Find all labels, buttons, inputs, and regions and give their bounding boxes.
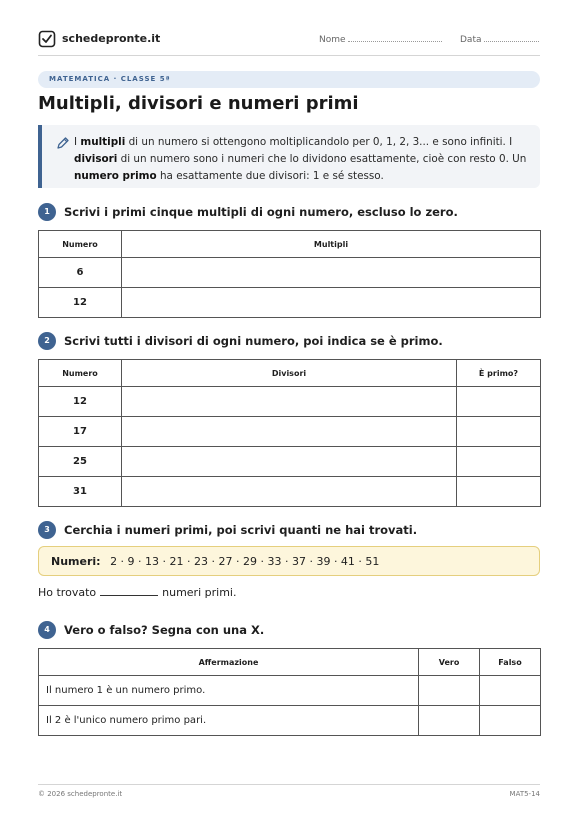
statement-cell: Il numero 1 è un numero primo. <box>39 676 419 706</box>
site-logo: schedepronte.it <box>62 32 161 45</box>
table-row <box>39 706 541 736</box>
column-header: Falso <box>480 649 541 676</box>
number-cell: 12 <box>39 387 122 417</box>
table-row <box>39 387 541 417</box>
column-header: Numero <box>39 231 122 258</box>
date-field[interactable] <box>460 34 539 45</box>
statement-cell: Il 2 è l'unico numero primo pari. <box>39 706 419 736</box>
column-header: Numero <box>39 360 122 387</box>
found-blank[interactable] <box>100 586 158 596</box>
false-checkbox-cell[interactable] <box>480 676 541 706</box>
true-checkbox-cell[interactable] <box>419 676 480 706</box>
pencil-icon <box>56 136 70 150</box>
answer-cell[interactable] <box>457 447 541 477</box>
column-header: Affermazione <box>39 649 419 676</box>
question-number: 3 <box>38 521 56 539</box>
numbers-box <box>38 546 540 576</box>
found-sentence: Ho trovato numeri primi. <box>38 586 237 599</box>
info-text: I multipli di un numero si ottengono moltiplicandolo per 0, 1, 2, 3... e sono infiniti. I divisori di un numero sono i numeri che lo dividono esattamente, cioè con resto 0. Un numero primo ha esattamente due divisori: 1 e sé stesso. <box>74 136 527 182</box>
column-header: È primo? <box>457 360 541 387</box>
question-text: Scrivi tutti i divisori di ogni numero, poi indica se è primo. <box>64 334 443 348</box>
date-label: Data <box>460 35 482 45</box>
answer-cell[interactable] <box>457 387 541 417</box>
worksheet-code: MAT5-14 <box>509 790 540 798</box>
answer-cell[interactable] <box>122 447 457 477</box>
number-cell: 17 <box>39 417 122 447</box>
answer-cell[interactable] <box>122 258 541 288</box>
divisors-table <box>38 359 541 507</box>
column-header: Multipli <box>122 231 541 258</box>
answer-cell[interactable] <box>122 387 457 417</box>
numbers-label: Numeri: <box>51 555 101 568</box>
checkbox-icon <box>38 30 56 48</box>
name-field[interactable] <box>319 34 442 45</box>
question-number: 4 <box>38 621 56 639</box>
number-cell: 12 <box>39 288 122 318</box>
page-title: Multipli, divisori e numeri primi <box>38 93 359 114</box>
copyright-text: © 2026 schedepronte.it <box>38 790 123 798</box>
table-row <box>39 258 541 288</box>
answer-cell[interactable] <box>457 477 541 507</box>
numbers-list[interactable]: 2 · 9 · 13 · 21 · 23 · 27 · 29 · 33 · 37 · 39 · 41 · 51 <box>110 555 380 568</box>
name-label: Nome <box>319 35 346 45</box>
answer-cell[interactable] <box>122 477 457 507</box>
question-text: Scrivi i primi cinque multipli di ogni numero, escluso lo zero. <box>64 205 458 219</box>
answer-cell[interactable] <box>457 417 541 447</box>
multiples-table <box>38 230 541 318</box>
subject-pill: MATEMATICA · CLASSE 5ª <box>38 71 540 88</box>
info-box <box>38 125 540 188</box>
table-row <box>39 417 541 447</box>
false-checkbox-cell[interactable] <box>480 706 541 736</box>
number-cell: 31 <box>39 477 122 507</box>
question-text: Cerchia i numeri primi, poi scrivi quanti ne hai trovati. <box>64 523 418 537</box>
true-false-table <box>38 648 541 736</box>
true-checkbox-cell[interactable] <box>419 706 480 736</box>
table-row <box>39 477 541 507</box>
answer-cell[interactable] <box>122 417 457 447</box>
table-row <box>39 676 541 706</box>
table-row <box>39 288 541 318</box>
column-header: Vero <box>419 649 480 676</box>
question-number: 1 <box>38 203 56 221</box>
table-row <box>39 447 541 477</box>
answer-cell[interactable] <box>122 288 541 318</box>
page-header <box>38 30 540 56</box>
column-header: Divisori <box>122 360 457 387</box>
number-cell: 25 <box>39 447 122 477</box>
number-cell: 6 <box>39 258 122 288</box>
page-footer <box>38 784 540 798</box>
question-number: 2 <box>38 332 56 350</box>
question-text: Vero o falso? Segna con una X. <box>64 623 265 637</box>
